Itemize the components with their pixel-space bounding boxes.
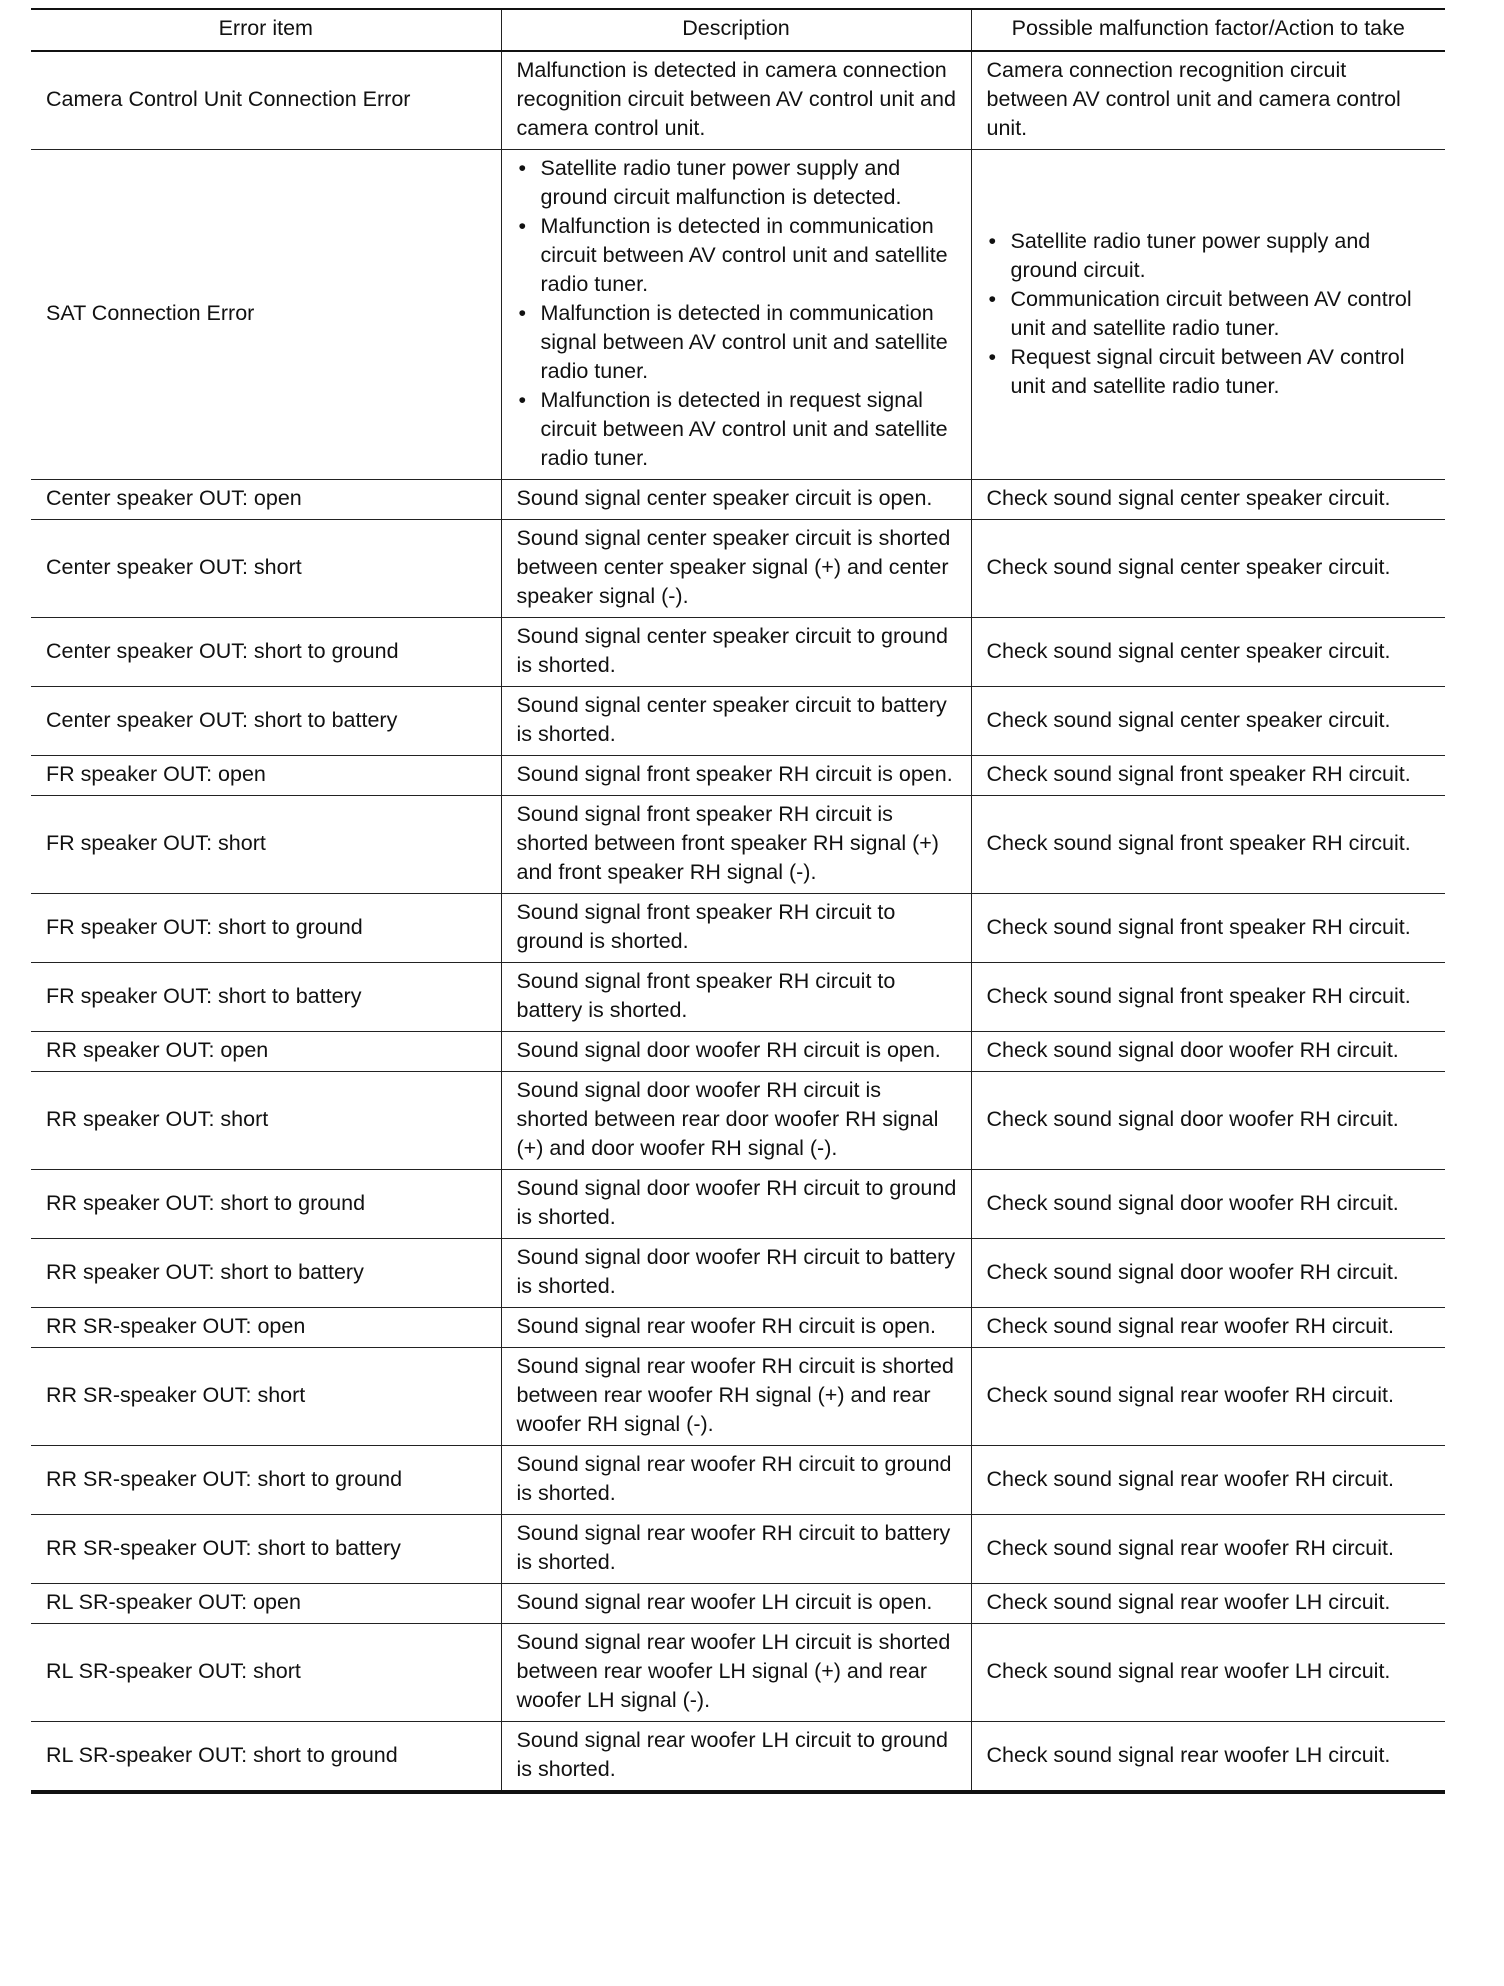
table-row [31, 51, 1445, 150]
bullet-item: • Request signal circuit between AV control unit and satellite radio tuner. [987, 343, 1434, 401]
table-row [31, 1170, 1445, 1239]
action-cell: Check sound signal door woofer RH circuit. [971, 1072, 1445, 1170]
table-row [31, 1032, 1445, 1072]
error-item-cell: RL SR-speaker OUT: short to ground [31, 1722, 501, 1793]
error-item-cell: RR speaker OUT: short [31, 1072, 501, 1170]
error-item-cell: Center speaker OUT: short to battery [31, 687, 501, 756]
error-item-cell: RR speaker OUT: open [31, 1032, 501, 1072]
action-cell: Check sound signal rear woofer RH circuit. [971, 1348, 1445, 1446]
error-item-cell: SAT Connection Error [31, 150, 501, 480]
table-row [31, 480, 1445, 520]
action-cell: Check sound signal front speaker RH circuit. [971, 894, 1445, 963]
action-cell: Check sound signal door woofer RH circuit. [971, 1170, 1445, 1239]
table-row [31, 1446, 1445, 1515]
description-cell: Sound signal door woofer RH circuit is shorted between rear door woofer RH signal (+) and door woofer RH signal (-). [501, 1072, 971, 1170]
table-row [31, 150, 1445, 480]
description-cell: Sound signal center speaker circuit is shorted between center speaker signal (+) and center speaker signal (-). [501, 520, 971, 618]
error-item-cell: FR speaker OUT: open [31, 756, 501, 796]
error-item-cell: RR SR-speaker OUT: short to ground [31, 1446, 501, 1515]
action-cell: Check sound signal door woofer RH circuit. [971, 1032, 1445, 1072]
error-item-cell: Camera Control Unit Connection Error [31, 51, 501, 150]
table-row [31, 1239, 1445, 1308]
description-cell: Sound signal door woofer RH circuit to battery is shorted. [501, 1239, 971, 1308]
table-row [31, 894, 1445, 963]
action-cell: Check sound signal front speaker RH circuit. [971, 963, 1445, 1032]
action-cell: Check sound signal rear woofer LH circuit. [971, 1624, 1445, 1722]
action-cell: Check sound signal rear woofer RH circuit. [971, 1308, 1445, 1348]
table-row [31, 796, 1445, 894]
table-body [31, 51, 1445, 1792]
description-cell: Sound signal rear woofer RH circuit is shorted between rear woofer RH signal (+) and rear woofer RH signal (-). [501, 1348, 971, 1446]
header-error-item: Error item [31, 9, 501, 51]
error-item-table [31, 8, 1445, 1794]
table-row [31, 1072, 1445, 1170]
table-row [31, 1348, 1445, 1446]
bullet-item: • Satellite radio tuner power supply and ground circuit malfunction is detected. [517, 154, 959, 212]
description-cell: Sound signal rear woofer RH circuit to ground is shorted. [501, 1446, 971, 1515]
table-row [31, 756, 1445, 796]
error-item-cell: Center speaker OUT: short to ground [31, 618, 501, 687]
description-cell: Sound signal front speaker RH circuit to battery is shorted. [501, 963, 971, 1032]
header-action: Possible malfunction factor/Action to take [971, 9, 1445, 51]
table-row [31, 520, 1445, 618]
description-cell: Sound signal rear woofer RH circuit is open. [501, 1308, 971, 1348]
table-row [31, 1624, 1445, 1722]
action-cell: Check sound signal center speaker circuit. [971, 520, 1445, 618]
error-item-cell: Center speaker OUT: short [31, 520, 501, 618]
description-cell: Sound signal rear woofer LH circuit to ground is shorted. [501, 1722, 971, 1793]
action-cell: Check sound signal rear woofer RH circuit. [971, 1446, 1445, 1515]
table-row [31, 618, 1445, 687]
bullet-item: • Malfunction is detected in communication signal between AV control unit and satellite radio tuner. [517, 299, 959, 386]
description-cell: Sound signal center speaker circuit to battery is shorted. [501, 687, 971, 756]
error-item-cell: RR speaker OUT: short to ground [31, 1170, 501, 1239]
description-cell: Sound signal front speaker RH circuit is open. [501, 756, 971, 796]
description-cell: Sound signal rear woofer LH circuit is shorted between rear woofer LH signal (+) and rear woofer LH signal (-). [501, 1624, 971, 1722]
action-cell: Check sound signal center speaker circuit. [971, 687, 1445, 756]
table-row [31, 1722, 1445, 1793]
header-description: Description [501, 9, 971, 51]
action-cell: Check sound signal door woofer RH circuit. [971, 1239, 1445, 1308]
action-cell-bullet-list [987, 227, 1434, 401]
error-item-cell: FR speaker OUT: short to ground [31, 894, 501, 963]
action-cell: Check sound signal front speaker RH circuit. [971, 756, 1445, 796]
bullet-item: • Communication circuit between AV control unit and satellite radio tuner. [987, 285, 1434, 343]
description-cell: Sound signal front speaker RH circuit is shorted between front speaker RH signal (+) and front speaker RH signal (-). [501, 796, 971, 894]
error-item-cell: RR SR-speaker OUT: open [31, 1308, 501, 1348]
description-cell: Sound signal center speaker circuit is open. [501, 480, 971, 520]
description-cell: Malfunction is detected in camera connection recognition circuit between AV control unit and camera control unit. [501, 51, 971, 150]
action-cell: Check sound signal center speaker circuit. [971, 480, 1445, 520]
error-item-cell: RR SR-speaker OUT: short to battery [31, 1515, 501, 1584]
description-cell: Sound signal rear woofer RH circuit to battery is shorted. [501, 1515, 971, 1584]
description-cell: Sound signal center speaker circuit to ground is shorted. [501, 618, 971, 687]
table-row [31, 1515, 1445, 1584]
error-item-cell: Center speaker OUT: open [31, 480, 501, 520]
description-cell: Sound signal door woofer RH circuit to ground is shorted. [501, 1170, 971, 1239]
error-item-cell: FR speaker OUT: short to battery [31, 963, 501, 1032]
table-row [31, 1308, 1445, 1348]
error-item-cell: RL SR-speaker OUT: open [31, 1584, 501, 1624]
description-cell-bullet-list [517, 154, 959, 473]
action-cell: Camera connection recognition circuit between AV control unit and camera control unit. [971, 51, 1445, 150]
description-cell: Sound signal rear woofer LH circuit is open. [501, 1584, 971, 1624]
error-item-cell: RR SR-speaker OUT: short [31, 1348, 501, 1446]
table-row [31, 687, 1445, 756]
action-cell: Check sound signal center speaker circuit. [971, 618, 1445, 687]
action-cell: Check sound signal rear woofer LH circuit. [971, 1722, 1445, 1793]
error-item-cell: RR speaker OUT: short to battery [31, 1239, 501, 1308]
table-row [31, 1584, 1445, 1624]
action-cell [971, 150, 1445, 480]
action-cell: Check sound signal rear woofer RH circuit. [971, 1515, 1445, 1584]
error-item-cell: RL SR-speaker OUT: short [31, 1624, 501, 1722]
description-cell [501, 150, 971, 480]
table-header-row [31, 9, 1445, 51]
description-cell: Sound signal front speaker RH circuit to ground is shorted. [501, 894, 971, 963]
bullet-item: • Malfunction is detected in request signal circuit between AV control unit and satellite radio tuner. [517, 386, 959, 473]
table-row [31, 963, 1445, 1032]
bullet-item: • Malfunction is detected in communication circuit between AV control unit and satellite radio tuner. [517, 212, 959, 299]
bullet-item: • Satellite radio tuner power supply and ground circuit. [987, 227, 1434, 285]
error-item-cell: FR speaker OUT: short [31, 796, 501, 894]
action-cell: Check sound signal rear woofer LH circuit. [971, 1584, 1445, 1624]
action-cell: Check sound signal front speaker RH circuit. [971, 796, 1445, 894]
description-cell: Sound signal door woofer RH circuit is open. [501, 1032, 971, 1072]
